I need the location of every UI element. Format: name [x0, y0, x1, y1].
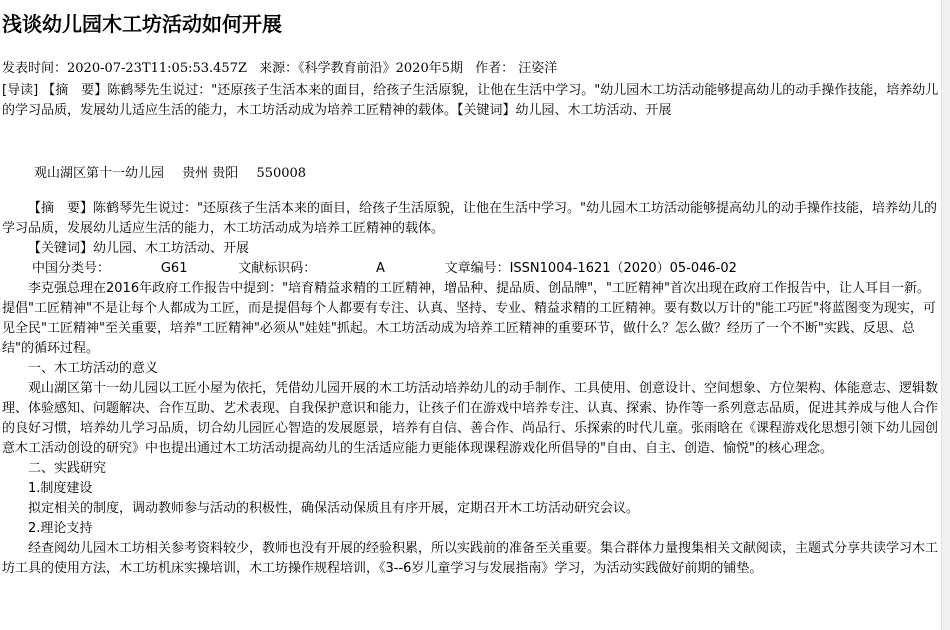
org-place: 贵州 贵阳: [182, 166, 239, 181]
doc-label: 文献标识码：: [238, 261, 317, 276]
classification-line: [2, 259, 942, 279]
intro-paragraph: 李克强总理在2016年政府工作报告中提到："培育精益求精的工匠精神，增品种、提品质、创品牌"，"工匠精神"首次出现在政府工作报告中，让人耳目一新。提倡"工匠精神"不是让每个人都成为工匠，而是提倡每个人都要有专注、认真、坚持、专业、精益求精的工匠精神。要有数以万计的"能工巧匠"将蓝图变为现实，可见全民"工匠精神"至关重要，培养"工匠精神"必须从"娃娃"抓起。木工坊活动成为培养工匠精神的重要环节，做什么？怎么做？经历了一个不断"实践、反思、总结"的循环过程。: [2, 281, 936, 356]
abstract-paragraph: 【摘 要】陈鹤琴先生说过："还原孩子生活本来的面目，给孩子生活原貌，让他在生活中学习。"幼儿园木工坊活动能够提高幼儿的动手操作技能，培养幼儿的学习品质，发展幼儿适应生活的能力，木工坊活动成为培养工匠精神的载体。: [2, 201, 937, 236]
section-1-paragraph: 观山湖区第十一幼儿园以工匠小屋为依托，凭借幼儿园开展的木工坊活动培养幼儿的动手制作、工具使用、创意设计、空间想象、方位架构、体能意志、逻辑数理、体验感知、问题解决、合作互助、艺术表现、自我保护意识和能力，让孩子们在游戏中培养专注、认真、探索、协作等一系列意志品质，促进其养成与他人合作的良好习惯，培养幼儿学习品质，切合幼儿园匠心智造的发展愿景，培养有自信、善合作、尚品行、乐探索的时代儿童。张雨晗在《课程游戏化思想引领下幼儿园创意木工活动创设的研究》中也提出通过木工坊活动提高幼儿的生活适应能力更能体现课程游戏化所倡导的"自由、自主、创造、愉悦"的核心理念。: [2, 381, 939, 456]
article-meta: [2, 59, 565, 79]
article-body: [2, 199, 942, 579]
section-heading-2: 二、实践研究: [28, 461, 107, 476]
author-org: [34, 164, 320, 184]
org-name: 观山湖区第十一幼儿园: [34, 166, 165, 181]
subsection-2-2-paragraph: 经查阅幼儿园木工坊相关参考资料较少，教师也没有开展的经验积累，所以实践前的准备至关重要。集合群体力量搜集相关文献阅读，主题式分享共读学习木工坊工具的使用方法，木工坊机床实操培训，木工坊操作规程培训，《3--6岁儿童学习与发展指南》学习，为活动实践做好前期的铺垫。: [2, 541, 939, 576]
cls-label: 中国分类号：: [32, 261, 111, 276]
publish-time: 发表时间：2020-07-23T11:05:53.457Z: [2, 61, 247, 76]
keywords-line: 【关键词】幼儿园、木工坊活动、开展: [28, 241, 250, 256]
vertical-scrollbar[interactable]: [941, 0, 950, 630]
doc-value: A: [376, 261, 385, 276]
org-postcode: 550008: [256, 166, 307, 181]
author: 作者： 汪姿洋: [475, 61, 558, 76]
source: 来源：《科学教育前沿》2020年5期: [259, 61, 463, 76]
article-number: 文章编号：ISSN1004-1621（2020）05-046-02: [444, 261, 737, 276]
section-heading-1: 一、木工坊活动的意义: [28, 361, 159, 376]
subsection-2-1-paragraph: 拟定相关的制度，调动教师参与活动的积极性，确保活动保质且有序开展，定期召开木工坊活动研究会议。: [28, 501, 640, 516]
article-title: 浅谈幼儿园木工坊活动如何开展: [2, 12, 282, 36]
subsection-heading-2-2: 2.理论支持: [28, 521, 93, 536]
subsection-heading-2-1: 1.制度建设: [28, 481, 93, 496]
cls-value: G61: [160, 261, 188, 276]
lead-summary: [导读] 【摘 要】陈鹤琴先生说过："还原孩子生活本来的面目，给孩子生活原貌，让他在生活中学习。"幼儿园木工坊活动能够提高幼儿的动手操作技能，培养幼儿的学习品质，发展幼儿适应生活的能力，木工坊活动成为培养工匠精神的载体。【关键词】幼儿园、木工坊活动、开展: [2, 83, 939, 118]
